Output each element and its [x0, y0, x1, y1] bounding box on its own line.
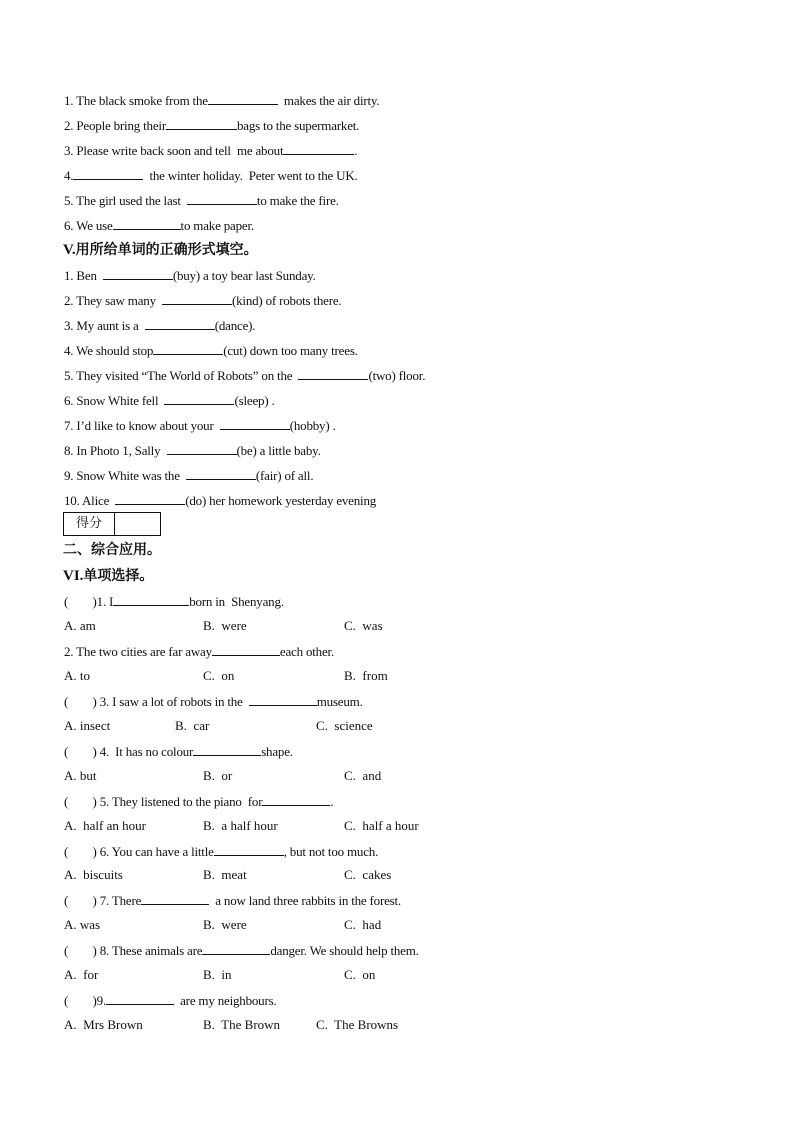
- section-title: 用所给单词的正确形式填空。: [75, 242, 258, 258]
- question-text: are my neighbours.: [174, 993, 277, 1008]
- item-text: to make the fire.: [256, 193, 339, 208]
- section-numeral: V.: [63, 242, 76, 258]
- answer-blank[interactable]: [249, 693, 317, 706]
- option-b[interactable]: B. were: [203, 618, 247, 633]
- option-c[interactable]: C. had: [344, 917, 382, 932]
- option-b[interactable]: B. The Brown: [203, 1017, 281, 1032]
- fill-item-5: [64, 192, 339, 209]
- answer-blank[interactable]: [162, 292, 232, 305]
- answer-blank[interactable]: [193, 743, 261, 756]
- item-text: 3. Please write back soon and tell me about: [64, 143, 284, 158]
- option-b[interactable]: B. from: [344, 668, 388, 683]
- option-a[interactable]: A. biscuits: [64, 867, 123, 882]
- mc-question-4: [64, 743, 293, 760]
- question-text: ( ) 8. These animals are: [64, 943, 203, 958]
- answer-blank[interactable]: [186, 467, 256, 480]
- answer-blank[interactable]: [115, 492, 185, 505]
- item-text: to make paper.: [180, 218, 254, 233]
- question-text: ( ) 7. There: [64, 893, 142, 908]
- option-c[interactable]: C. The Browns: [316, 1017, 399, 1032]
- answer-blank[interactable]: [298, 367, 368, 380]
- answer-blank[interactable]: [202, 942, 270, 955]
- answer-blank[interactable]: [262, 793, 330, 806]
- answer-blank[interactable]: [141, 892, 209, 905]
- part-heading: 二、综合应用。: [63, 542, 161, 558]
- item-text: (be) a little baby.: [236, 443, 321, 458]
- option-a[interactable]: A. insect: [64, 718, 111, 733]
- item-text: 8. In Photo 1, Sally: [64, 443, 167, 458]
- question-text: ( )1. I: [64, 594, 114, 609]
- option-b[interactable]: B. or: [203, 768, 233, 783]
- mc-question-8: [64, 942, 419, 959]
- score-label: 得分: [64, 513, 115, 535]
- answer-blank[interactable]: [153, 342, 223, 355]
- mc-question-7: [64, 892, 401, 909]
- form-item-6: [64, 392, 275, 409]
- mc-question-3: [64, 693, 363, 710]
- section-heading-v: [63, 241, 258, 259]
- fill-item-2: [64, 117, 359, 134]
- question-text: a now land three rabbits in the forest.: [209, 893, 401, 908]
- answer-blank[interactable]: [103, 267, 173, 280]
- mc-question-2: [64, 643, 334, 660]
- item-text: (do) her homework yesterday evening: [185, 493, 377, 508]
- item-text: (dance).: [214, 318, 256, 333]
- answer-blank[interactable]: [283, 142, 354, 155]
- item-text: 3. My aunt is a: [64, 318, 145, 333]
- option-a[interactable]: A. for: [64, 967, 99, 982]
- item-text: 9. Snow White was the: [64, 468, 186, 483]
- question-text: danger. We should help them.: [270, 943, 419, 958]
- item-text: 4. We should stop: [64, 343, 154, 358]
- item-text: 2. They saw many: [64, 293, 162, 308]
- item-text: (cut) down too many trees.: [223, 343, 358, 358]
- form-item-8: [64, 442, 321, 459]
- score-box: [63, 512, 161, 536]
- item-text: 10. Alice: [64, 493, 116, 508]
- option-a[interactable]: A. was: [64, 917, 101, 932]
- question-text: 2. The two cities are far away: [64, 644, 212, 659]
- answer-blank[interactable]: [220, 417, 290, 430]
- option-a[interactable]: A. am: [64, 618, 96, 633]
- option-c[interactable]: C. half a hour: [344, 818, 419, 833]
- form-item-2: [64, 292, 341, 309]
- form-item-1: [64, 267, 316, 284]
- fill-item-6: [64, 217, 254, 234]
- form-item-5: [64, 367, 425, 384]
- form-item-10: [64, 492, 376, 509]
- mc-question-9: [64, 992, 277, 1009]
- item-text: (fair) of all.: [255, 468, 314, 483]
- question-text: born in Shenyang.: [189, 594, 284, 609]
- section-title: 单项选择。: [83, 568, 154, 584]
- fill-item-3: [64, 142, 357, 159]
- option-c[interactable]: C. cakes: [344, 867, 392, 882]
- question-text: ( ) 4. It has no colour: [64, 744, 194, 759]
- option-c[interactable]: C. and: [344, 768, 382, 783]
- answer-blank[interactable]: [166, 117, 237, 130]
- question-text: each other.: [279, 644, 334, 659]
- form-item-4: [64, 342, 358, 359]
- item-text: the winter holiday. Peter went to the UK.: [143, 168, 358, 183]
- option-a[interactable]: A. but: [64, 768, 97, 783]
- question-text: .: [330, 794, 334, 809]
- form-item-3: [64, 317, 255, 334]
- form-item-7: [64, 417, 336, 434]
- question-text: ( ) 6. You can have a little: [64, 844, 214, 859]
- answer-blank[interactable]: [113, 593, 189, 606]
- item-text: (sleep) .: [234, 393, 275, 408]
- item-text: 6. We use: [64, 218, 113, 233]
- option-b[interactable]: B. were: [203, 917, 247, 932]
- section-numeral: VI.: [63, 568, 84, 584]
- option-c[interactable]: C. science: [316, 718, 373, 733]
- fill-item-1: [64, 92, 379, 109]
- answer-blank[interactable]: [106, 992, 174, 1005]
- option-a[interactable]: A. to: [64, 668, 90, 683]
- mc-question-1: [64, 593, 284, 610]
- answer-blank[interactable]: [208, 92, 278, 105]
- form-item-9: [64, 467, 313, 484]
- item-text: 5. The girl used the last: [64, 193, 187, 208]
- item-text: (kind) of robots there.: [231, 293, 342, 308]
- answer-blank[interactable]: [164, 392, 234, 405]
- option-b[interactable]: B. meat: [203, 867, 247, 882]
- option-b[interactable]: B. car: [175, 718, 210, 733]
- answer-blank[interactable]: [73, 167, 143, 180]
- item-text: 5. They visited “The World of Robots” on the: [64, 368, 299, 383]
- item-text: 1. The black smoke from the: [64, 93, 208, 108]
- score-field[interactable]: [115, 513, 160, 535]
- option-b[interactable]: B. in: [203, 967, 232, 982]
- item-text: 7. I’d like to know about your: [64, 418, 220, 433]
- item-text: 4.: [64, 168, 74, 183]
- mc-question-5: [64, 793, 333, 810]
- option-c[interactable]: C. on: [344, 967, 376, 982]
- section-heading-vi: [63, 567, 153, 585]
- question-text: , but not too much.: [283, 844, 379, 859]
- answer-blank[interactable]: [113, 217, 181, 230]
- option-b[interactable]: B. a half hour: [203, 818, 278, 833]
- item-text: makes the air dirty.: [277, 93, 380, 108]
- question-text: museum.: [316, 694, 363, 709]
- item-text: 1. Ben: [64, 268, 103, 283]
- item-text: 6. Snow White fell: [64, 393, 165, 408]
- question-text: shape.: [261, 744, 293, 759]
- fill-item-4: [64, 167, 358, 184]
- item-text: bags to the supermarket.: [236, 118, 360, 133]
- item-text: (buy) a toy bear last Sunday.: [172, 268, 316, 283]
- item-text: (two) floor.: [368, 368, 426, 383]
- item-text: .: [354, 143, 358, 158]
- answer-blank[interactable]: [187, 192, 257, 205]
- answer-blank[interactable]: [214, 843, 284, 856]
- option-c[interactable]: C. on: [203, 668, 235, 683]
- item-text: (hobby) .: [289, 418, 336, 433]
- question-text: ( )9.: [64, 993, 107, 1008]
- answer-blank[interactable]: [145, 317, 215, 330]
- answer-blank[interactable]: [212, 643, 280, 656]
- option-a[interactable]: A. half an hour: [64, 818, 146, 833]
- option-c[interactable]: C. was: [344, 618, 383, 633]
- mc-question-6: [64, 843, 378, 860]
- question-text: ( ) 5. They listened to the piano for: [64, 794, 263, 809]
- item-text: 2. People bring their: [64, 118, 166, 133]
- option-a[interactable]: A. Mrs Brown: [64, 1017, 143, 1032]
- answer-blank[interactable]: [167, 442, 237, 455]
- question-text: ( ) 3. I saw a lot of robots in the: [64, 694, 249, 709]
